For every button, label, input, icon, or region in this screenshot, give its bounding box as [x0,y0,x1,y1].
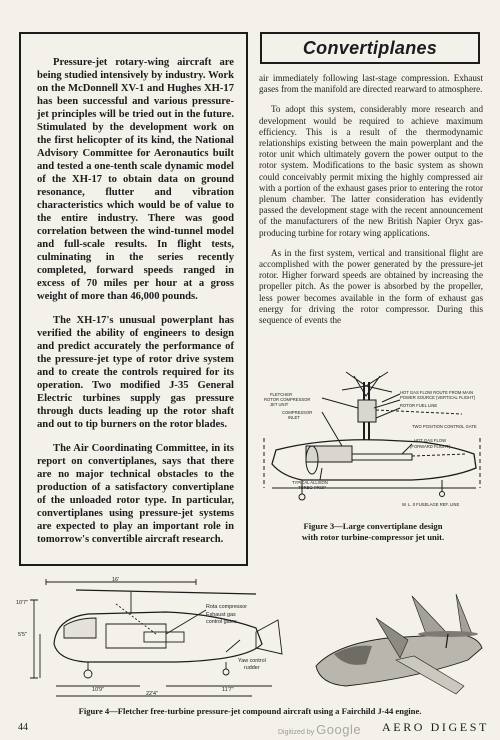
fig3-label-turbo-prop: TURBO-PROP [298,485,326,490]
fig3-label-fletcher: FLETCHER [270,392,293,397]
fig3-label-rotor-fuel-line: ROTOR FUEL LINE [400,403,438,408]
fig4-dim-10-7: 10'7" [16,600,28,606]
sidebar-paragraph-1: Pressure-jet rotary-wing aircraft are being studied intensively by industry. Work on the McDonnell XV-1 and Hughes XH-17 has been successful and various pressure-jet principles will be tried out in the future. Stimulated by the development work on the first helicopter of its kind, the National Advisory Committee for Aeronautics built and tested a one-tenth scale dynamic model of the XH-17 to obtain data on ground resonance, flutter and vibration characteristics which would be of value to the entire industry. There was good correlation between the wind-tunnel model and full-scale results. In flight tests, culminating in the series recently completed, forward speeds ranged in excess of 70 miles per hour at a gross weight of more than 46,000 pounds. [37,57,234,302]
fig3-label-forward-flight: (FORWARD FLIGHT) [410,444,451,449]
fig4-dim-16: 16' [112,577,120,583]
fig4-dim-5-5: 5'5" [18,632,27,638]
fig4-dim-11-7: 11'7" [222,687,234,693]
sidebar-box [19,32,248,566]
page-number: 44 [18,722,28,733]
fig4-label-rota-compressor: Rota compressor [206,604,248,610]
article-paragraph-3: As in the first system, vertical and transitional flight are accomplished with the power generated by the pressure-jet rotor. Higher forward speeds are obtained by increasing the propeller pitch. As the power is absorbed by the propeller, less power becomes available in the form of exhaust gas energy for driving the rotor compressor. During this sequence of events the [259,247,483,326]
fig4-label-yaw-control: Yaw control [238,658,266,664]
fig3-label-fuselage-ref: W. L. 0 FUSELAGE REF. LINE [402,502,460,507]
figure-4-caption: Figure 4—Fletcher free-turbine pressure-jet compound aircraft using a Fairchild J-44 engine. [78,706,422,716]
fig4-dim-22-4: 22'4" [146,691,158,697]
sidebar-paragraph-2: The XH-17's unusual powerplant has verified the ability of engineers to design and predict accurately the performance of the pressure-jet type of rotor drive system and to create the controls required for its operation. Two modified J-35 General Electric turbines supply gas pressure through ducts leading up the rotor shaft and out to tip burners on the rotor blades. [37,315,234,430]
fig3-label-typical-allison: TYPICAL ALLISON [292,480,328,485]
section-title: Convertiplanes [302,38,438,58]
figure-3-diagram [262,368,484,518]
fig4-illustration [316,594,482,694]
fig3-label-control-gate: TWO POSITION CONTROL GATE [412,424,477,429]
article-paragraph-2: To adopt this system, considerably more research and development would be required to achieve maximum efficiency. This is a result of the thermodynamic relationships existing between the main powerplant and the rotor unit which ultimately govern the power output to the rotor system. Modifications to the basic system as shown could conceivably permit mixing the highly compressed air with a portion of the exhaust gases prior to entering the rotor plenum chamber. The latter consideration has evidently passed the development stage with the recent announcement of the manufacturers of the new British Napier Oryx gas-producing turbine for rotary wing applications. [259,104,483,238]
fig4-label-rudder: rudder [244,665,260,671]
section-heading-box [260,32,480,64]
fig4-label-exhaust-gas: Exhaust gas [206,612,236,618]
fig4-label-control-gates: control gates [206,619,237,625]
digitized-watermark [278,722,361,737]
fig3-label-jet-unit: JET UNIT [270,402,289,407]
fig3-label-hot-gas-flow: HOT GAS FLOW [414,438,447,443]
fig3-label-compressor: COMPRESSOR [282,410,313,415]
fig4-dim-10-9: 10'9" [92,687,104,693]
fig3-label-power-source: POWER SOURCE (VERTICAL FLIGHT) [400,395,476,400]
fig3-label-inlet: INLET [288,415,300,420]
fig3-caption-line-1: Figure 3—Large convertiplane design [303,521,443,531]
fig3-label-rotor-compressor: ROTOR COMPRESSOR [264,397,311,402]
google-logo-text: Google [316,722,362,737]
article-column [259,73,483,335]
fig3-caption-line-2: with rotor turbine-compressor jet unit. [301,531,445,542]
article-paragraph-1: air immediately following last-stage compression. Exhaust gases from the manifold are directed rearward to atmosphere. [259,73,483,95]
digitized-by-text: Digitized by [278,729,315,736]
figure-3-caption [262,521,484,542]
journal-name: AERO DIGEST [382,720,489,734]
figure-4-drawing [16,574,486,704]
sidebar-paragraph-3: The Air Coordinating Committee, in its report on convertiplanes, says that there are no major technical obstacles to the production of a satisfactory convertiplane of the unloaded rotor type. In particular, convertiplanes using pressure-jet systems are expected to play an important role in tomorrow's convertible aircraft research. [37,443,234,545]
fig3-label-hot-gas-main: HOT GAS FLOW ROUTE FROM MAIN [400,390,473,395]
